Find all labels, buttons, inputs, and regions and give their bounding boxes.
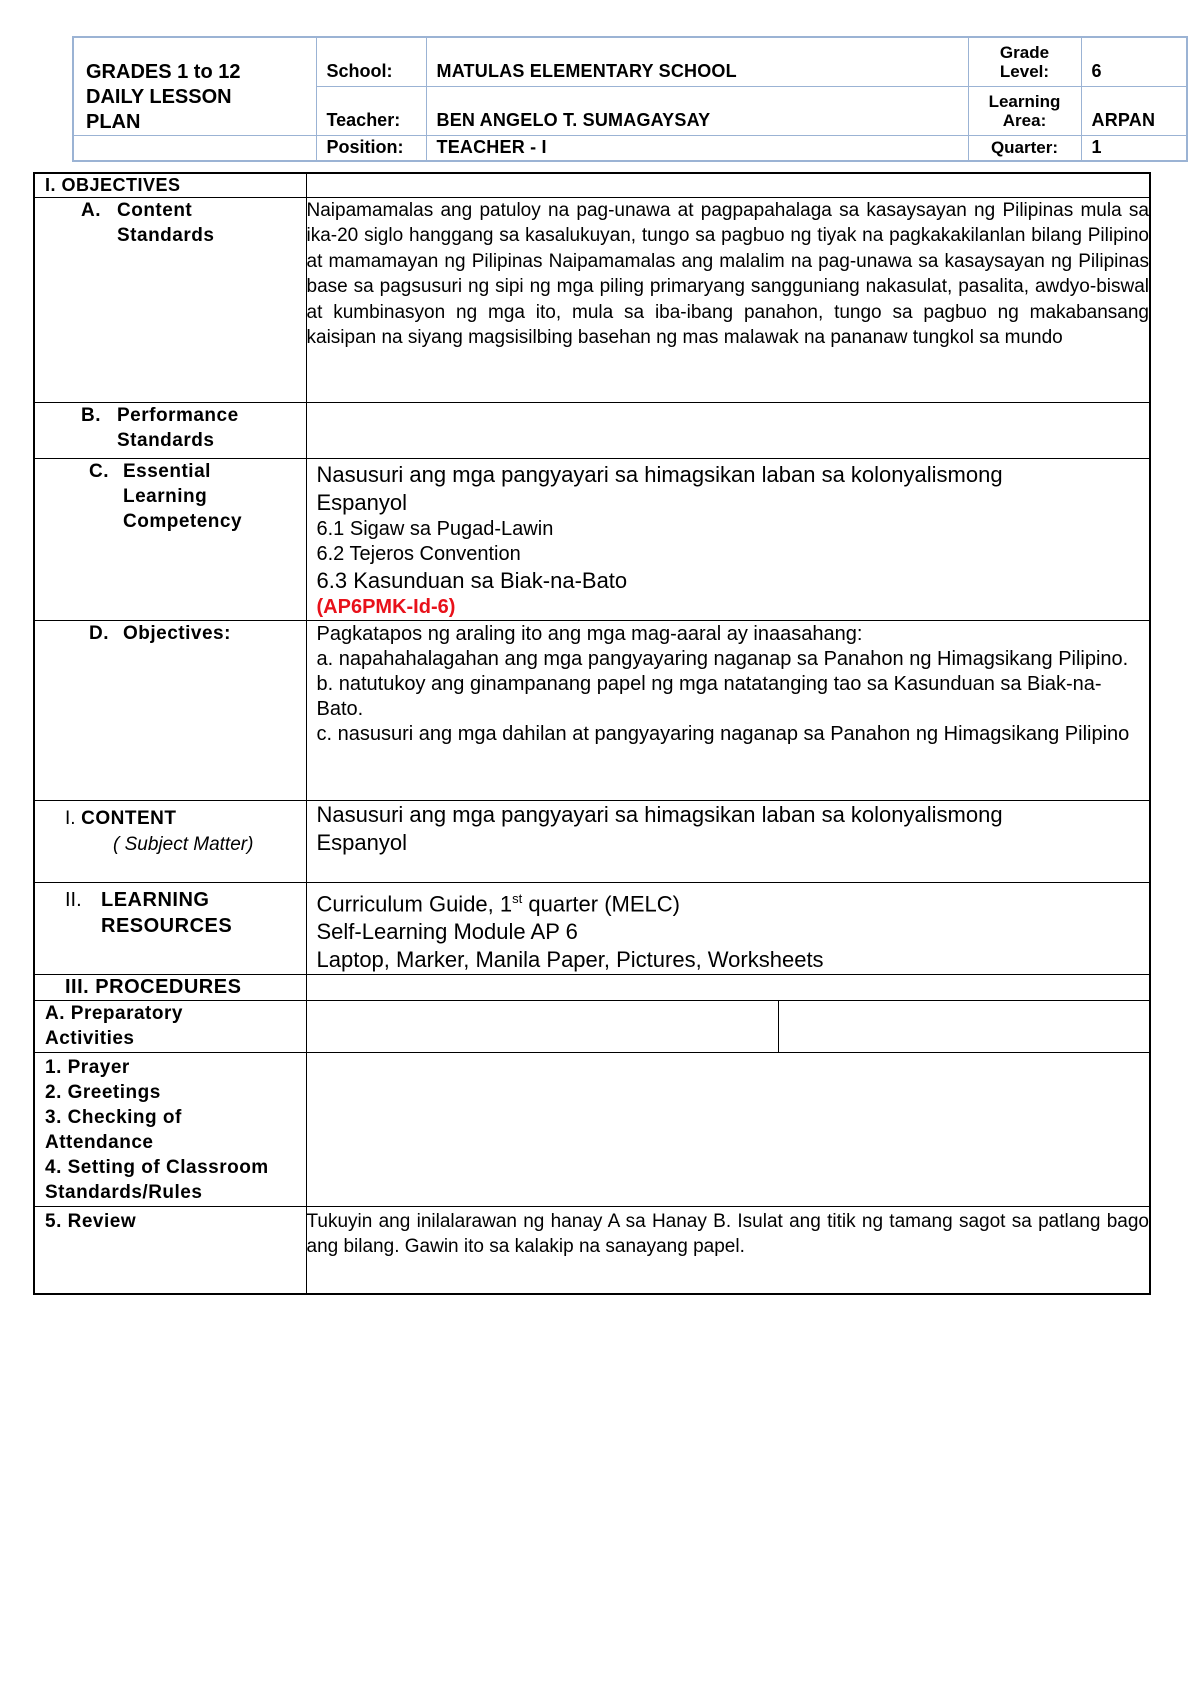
competency-letter: C. [89,460,109,482]
step-attendance-1: 3. Checking of [45,1106,182,1128]
competency-line-1: Nasusuri ang mga pangyayari sa himagsikan laban sa kolonyalismong [316,461,1003,487]
objectives-text [306,620,1150,800]
objectives-heading-blank [306,173,1150,197]
objective-c: c. nasusuri ang mga dahilan at pangyayaring naganap sa Panahon ng Himagsikang Pilipino [316,722,1130,745]
grade-label-line-2: Level: [999,61,1050,81]
content-standards-text: Naipamamalas ang patuloy na pag-unawa at pagpapahalaga sa kasaysayan ng Pilipinas mula sa ika-20 siglo hanggang sa kasalukuyan, tungo sa pagbuo ng tiyak na pagkakakilanlan bilang Pilipino at mamamayan ng Pilipinas Naipamamalas ang malalim na pag-unawa sa kasaysayan ng Pilipinas base sa pagsusuri ng sipi ng mga piling primaryang sangguniang nakasulat, pasalita, awdyo-biswal at kumbinasyon ng mga ito, mula sa iba-ibang panahon, tungo sa pagbuo ng makabansang kaisipan na siyang magsisilbing basehan ng mas malawak na pananaw tungkol sa mundo [306,197,1150,402]
resources-line-2: Self-Learning Module AP 6 [316,918,578,944]
step-standards-1: 4. Setting of Classroom [45,1156,269,1178]
resources-label-2: RESOURCES [101,914,233,937]
content-standards-label-1: Content [117,199,193,221]
step-greetings: 2. Greetings [45,1081,161,1103]
competency-line-2: Espanyol [316,489,408,515]
teacher-label: Teacher: [316,86,426,135]
objective-a: a. napahahalagahan ang mga pangyayaring naganap sa Panahon ng Himagsikang Pilipino. [316,647,1129,670]
plan-title [73,37,316,136]
quarter-value: 1 [1081,136,1187,161]
resources-text [306,882,1150,974]
objectives-heading: I. OBJECTIVES [34,173,306,197]
title-spacer [73,136,316,161]
competency-item-3: 6.3 Kasunduan sa Biak-na-Bato [316,567,628,593]
header-table [72,36,1188,162]
content-roman: I. [65,807,76,829]
resources-line-1-sup: st [512,890,523,906]
teacher-value: BEN ANGELO T. SUMAGAYSAY [426,86,968,135]
competency-label [34,458,306,620]
resources-label-1: LEARNING [101,888,210,911]
performance-standards-label-2: Standards [117,429,215,451]
position-label: Position: [316,136,426,161]
content-standards-label-2: Standards [117,224,215,246]
lesson-plan-table [33,172,1151,1295]
step-attendance-2: Attendance [45,1131,154,1153]
preparatory-label [34,1000,306,1052]
quarter-label: Quarter: [968,136,1081,161]
content-label [34,800,306,882]
competency-item-1: 6.1 Sigaw sa Pugad-Lawin [316,517,554,540]
resources-line-1: Curriculum Guide, 1st quarter (MELC) [316,890,680,916]
plan-title-line-3: PLAN [86,111,141,133]
content-line-1: Nasusuri ang mga pangyayari sa himagsikan laban sa kolonyalismong [316,801,1003,827]
procedures-heading: III. PROCEDURES [34,974,306,1000]
competency-code: (AP6PMK-Id-6) [316,595,456,618]
content-label-text: CONTENT [81,807,177,829]
objective-b: b. natutukoy ang ginampanang papel ng mga natatanging tao sa Kasunduan sa Biak-na-Bato. [316,672,1102,720]
objectives-intro: Pagkatapos ng araling ito ang mga mag-aaral ay inaasahang: [316,622,863,645]
competency-text [306,458,1150,620]
step-prayer: 1. Prayer [45,1056,130,1078]
objectives-letter: D. [89,622,109,644]
review-text: Tukuyin ang inilalarawan ng hanay A sa Hanay B. Isulat ang titik ng tamang sagot sa patlang bago ang bilang. Gawin ito sa kalakip na sanayang papel. [306,1206,1150,1294]
performance-standards-label-1: Performance [117,404,239,426]
performance-standards-text [306,402,1150,458]
preparatory-label-2: Activities [45,1027,135,1049]
area-label-line-2: Area: [1002,110,1047,130]
competency-item-2: 6.2 Tejeros Convention [316,542,521,565]
position-value: TEACHER - I [426,136,968,161]
routine-steps-blank [306,1052,1150,1206]
review-label: 5. Review [34,1206,306,1294]
grade-level-value: 6 [1081,37,1187,86]
resources-roman: II. [65,888,82,911]
area-label-line-1: Learning [988,91,1061,111]
grade-level-label [968,37,1081,86]
learning-area-label [968,86,1081,135]
competency-label-1: Essential [123,460,211,482]
school-value: MATULAS ELEMENTARY SCHOOL [426,37,968,86]
pupil-activity-cell [778,1000,1150,1052]
content-text [306,800,1150,882]
preparatory-label-1: A. Preparatory [45,1002,183,1024]
school-label: School: [316,37,426,86]
competency-label-3: Competency [123,510,243,532]
grade-label-line-1: Grade [999,42,1050,62]
content-standards-letter: A. [81,199,101,221]
objectives-label [34,620,306,800]
content-sub-label: ( Subject Matter) [113,833,254,855]
plan-title-line-2: DAILY LESSON [86,86,232,108]
resources-label [34,882,306,974]
objectives-label-text: Objectives: [123,622,231,644]
content-line-2: Espanyol [316,829,408,855]
performance-standards-label [34,402,306,458]
procedures-heading-blank [306,974,1150,1000]
learning-area-value: ARPAN [1081,86,1187,135]
plan-title-line-1: GRADES 1 to 12 [86,61,241,83]
performance-standards-letter: B. [81,404,101,426]
teacher-activity-cell [306,1000,778,1052]
content-standards-label [34,197,306,402]
competency-label-2: Learning [123,485,208,507]
resources-line-3: Laptop, Marker, Manila Paper, Pictures, Worksheets [316,946,824,972]
step-standards-2: Standards/Rules [45,1181,203,1203]
routine-steps [34,1052,306,1206]
